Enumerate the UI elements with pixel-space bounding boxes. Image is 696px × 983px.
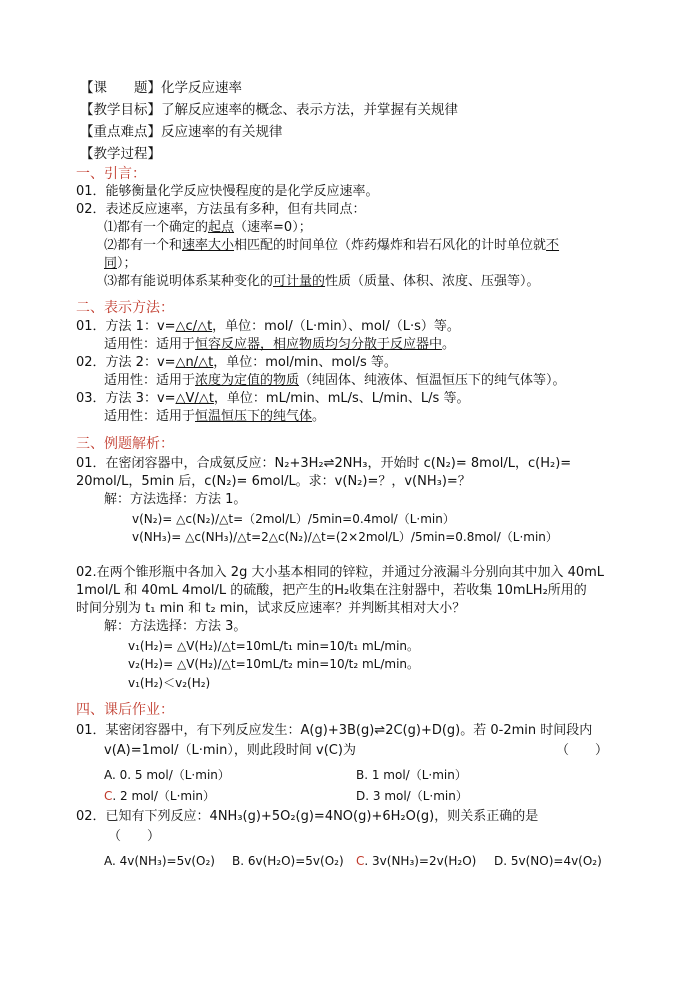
homework-1-line-2: v(A)=1mol/（L·min），则此段时间 v(C)为	[104, 743, 356, 758]
method-1-scope	[104, 336, 455, 354]
method-3-scope-label: 适用性：适用于	[104, 409, 196, 424]
key-line: 【重点难点】反应速率的有关规律	[80, 124, 283, 140]
homework-1-answer-blank: （ ）	[556, 743, 609, 758]
intro-line-3-c: （速率=0）；	[234, 220, 312, 235]
method-2-scope	[104, 372, 566, 390]
homework-1-option-b: B. 1 mol/（L·min）	[356, 768, 467, 782]
homework-2-option-b: B. 6v(H₂O)=5v(O₂)	[232, 854, 344, 868]
example-2-line-1: 02.在两个锥形瓶中各加入 2g 大小基本相同的锌粒，并通过分液漏斗分别向其中加入 40mL	[76, 565, 605, 580]
method-1-scope-label: 适用性：适用于	[104, 337, 196, 352]
homework-1-option-c	[104, 787, 215, 805]
method-1-scope-text: 恒容反应器，相应物质均匀分散于反应器中	[195, 337, 443, 352]
method-3-scope-end: 。	[312, 409, 326, 424]
method-3	[76, 390, 469, 408]
method-3-formula: △V/△t	[175, 391, 214, 406]
intro-line-6-a: ⑶都有能说明体系某种变化的	[104, 274, 274, 289]
intro-line-4	[104, 237, 559, 255]
homework-1-option-c-text: . 2 mol/（L·min）	[112, 789, 216, 803]
intro-line-3-a: ⑴都有一个确定的	[104, 220, 209, 235]
example-2-result: v₁(H₂)＜v₂(H₂)	[128, 676, 211, 690]
method-2-unit: ，单位：mol/min、mol/s 等。	[213, 355, 397, 370]
method-3-unit: ，单位：mL/min、mL/s、L/min、L/s 等。	[213, 391, 470, 406]
method-2-label: 02．方法 2：v=	[76, 355, 176, 370]
example-1-line-1: 01．在密闭容器中，合成氨反应：N₂+3H₂⇌2NH₃，开始时 c(N₂)= 8mol/L，c(H₂)=	[76, 456, 572, 471]
homework-2-option-d: D. 5v(NO)=4v(O₂)	[494, 854, 602, 868]
homework-1-option-a: A. 0. 5 mol/（L·min）	[104, 768, 230, 782]
method-2-scope-label: 适用性：适用于	[104, 373, 196, 388]
example-2-line-2: 1mol/L 和 40mL 4mol/L 的硫酸，把产生的H₂收集在注射器中，若收集 10mLH₂所用的	[76, 583, 587, 598]
intro-line-6	[104, 273, 540, 291]
method-2	[76, 354, 397, 372]
section-intro-title: 一、引言：	[76, 166, 146, 182]
method-3-scope-text: 恒温恒压下的纯气体	[195, 409, 313, 424]
intro-line-2: 02．表述反应速率，方法虽有多种，但有共同点：	[76, 202, 366, 217]
method-2-formula: △n/△t	[175, 355, 214, 370]
method-1-formula: △c/△t	[175, 319, 213, 334]
intro-line-6-b: 可计量的	[273, 274, 326, 289]
example-1-solution: 解：方法选择：方法 1。	[104, 492, 247, 507]
example-2-line-3: 时间分别为 t₁ min 和 t₂ min，试求反应速率？并判断其相对大小？	[76, 601, 466, 616]
homework-2-option-c-letter: C	[356, 854, 365, 868]
example-2-calc-1: v₁(H₂)= △V(H₂)/△t=10mL/t₁ min=10/t₁ mL/min。	[128, 639, 420, 653]
method-2-scope-end: （纯固体、纯液体、恒温恒压下的纯气体等）。	[299, 373, 566, 388]
homework-2-answer-blank: （ ）	[108, 829, 161, 844]
example-1-line-2: 20mol/L，5min 后，c(N₂)= 6mol/L。求：v(N₂)=？，v(NH₃)=？	[76, 474, 471, 489]
homework-2-option-c	[356, 852, 476, 870]
method-1-label: 01．方法 1：v=	[76, 319, 176, 334]
intro-line-6-c: 性质（质量、体积、浓度、压强等）。	[325, 274, 540, 289]
topic-line: 【课 题】化学反应速率	[80, 80, 242, 96]
intro-line-3-b: 起点	[208, 220, 235, 235]
intro-line-3	[104, 219, 312, 237]
goal-line: 【教学目标】了解反应速率的概念、表示方法，并掌握有关规律	[80, 102, 458, 118]
homework-2-option-c-text: . 3v(NH₃)=2v(H₂O)	[364, 854, 477, 868]
homework-2-option-a: A. 4v(NH₃)=5v(O₂)	[104, 854, 215, 868]
method-1-scope-end: 。	[442, 337, 456, 352]
homework-1-option-d: D. 3 mol/（L·min）	[356, 789, 468, 803]
example-1-calc-2: v(NH₃)= △c(NH₃)/△t=2△c(N₂)/△t=(2×2mol/L）/5min=0.8mol/（L·min）	[132, 530, 558, 544]
example-2-calc-2: v₂(H₂)= △V(H₂)/△t=10mL/t₂ min=10/t₂ mL/min。	[128, 657, 420, 671]
homework-1-option-c-letter: C	[104, 789, 113, 803]
process-line: 【教学过程】	[80, 146, 161, 162]
intro-line-4-d: 不	[546, 238, 560, 253]
method-1-unit: ，单位：mol/（L·min）、mol/（L·s）等。	[212, 319, 460, 334]
method-1	[76, 318, 460, 336]
intro-line-5-a: 同	[104, 256, 118, 271]
intro-line-5-b: ）；	[117, 256, 137, 271]
section-homework-title: 四、课后作业：	[76, 702, 174, 718]
section-methods-title: 二、表示方法：	[76, 300, 174, 316]
method-2-scope-text: 浓度为定值的物质	[195, 373, 300, 388]
homework-2-line-1: 02．已知有下列反应：4NH₃(g)+5O₂(g)=4NO(g)+6H₂O(g)，则关系正确的是	[76, 809, 539, 824]
intro-line-1: 01．能够衡量化学反应快慢程度的是化学反应速率。	[76, 184, 379, 199]
intro-line-4-c: 相匹配的时间单位（炸药爆炸和岩石风化的计时单位就	[234, 238, 547, 253]
method-3-label: 03．方法 3：v=	[76, 391, 176, 406]
example-1-calc-1: v(N₂)= △c(N₂)/△t=（2mol/L）/5min=0.4mol/（L·min）	[132, 512, 455, 526]
homework-1-line-1: 01．某密闭容器中，有下列反应发生：A(g)+3B(g)⇌2C(g)+D(g)。若 0-2min 时间段内	[76, 723, 593, 738]
example-2-solution: 解：方法选择：方法 3。	[104, 619, 247, 634]
intro-line-4-b: 速率大小	[182, 238, 235, 253]
method-3-scope	[104, 408, 325, 426]
intro-line-4-a: ⑵都有一个和	[104, 238, 183, 253]
intro-line-5	[104, 255, 137, 273]
section-examples-title: 三、例题解析：	[76, 436, 174, 452]
